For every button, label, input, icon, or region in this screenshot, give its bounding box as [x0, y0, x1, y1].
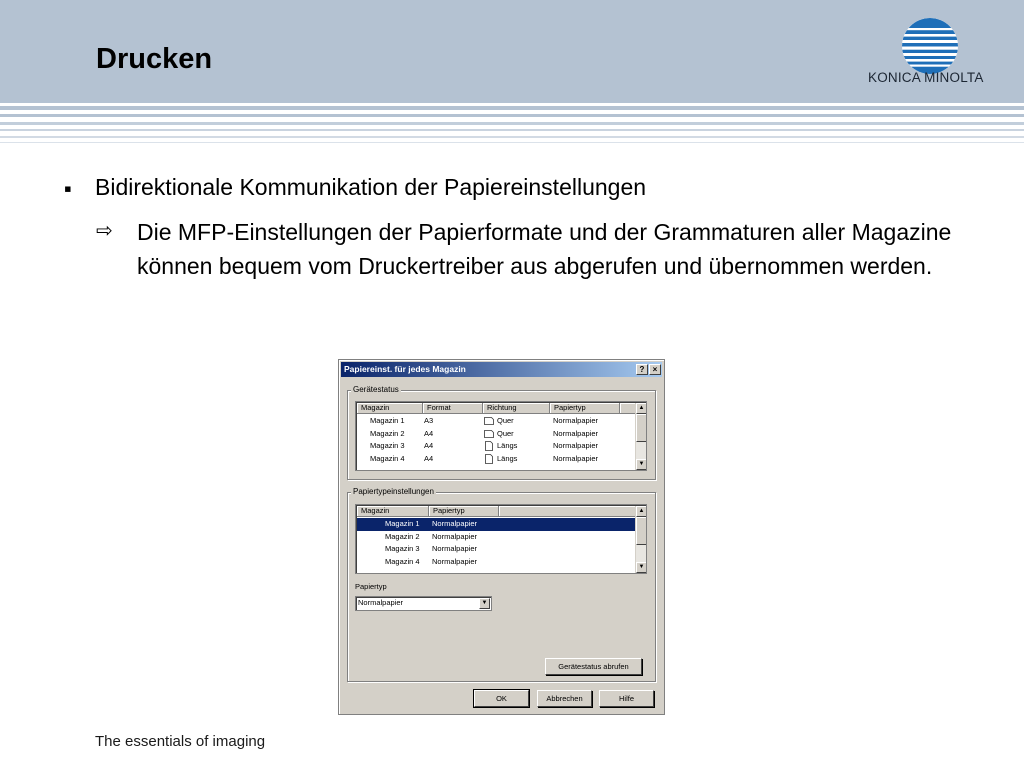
cell-format: A4: [424, 441, 434, 450]
bullet-square-icon: ▪: [64, 176, 72, 201]
bullet-arrow-icon: ⇨: [96, 220, 113, 242]
column-header-format[interactable]: Format: [423, 403, 483, 414]
column-header-magazin[interactable]: Magazin: [357, 403, 423, 414]
slide-title: Drucken: [96, 43, 213, 75]
paper-type-scrollbar[interactable]: [635, 506, 646, 573]
landscape-page-icon: [484, 430, 494, 438]
cell-richtung: Längs: [497, 453, 518, 463]
cell-papiertyp: Normalpapier: [432, 556, 478, 566]
cell-papiertyp: Normalpapier: [432, 531, 478, 541]
cell-magazin: Magazin 4: [385, 556, 420, 566]
cell-papiertyp: Normalpapier: [553, 428, 599, 438]
dialog-title: Papiereinst. für jedes Magazin: [344, 364, 466, 374]
dialog-titlebar[interactable]: [341, 362, 662, 377]
scroll-thumb[interactable]: [636, 414, 647, 442]
portrait-page-icon: [485, 441, 493, 451]
scroll-up-icon[interactable]: ▲: [636, 403, 647, 414]
table-row[interactable]: [357, 453, 635, 466]
table-row[interactable]: [357, 428, 635, 441]
portrait-page-icon: [485, 454, 493, 464]
cell-papiertyp: Normalpapier: [553, 453, 599, 463]
konica-minolta-logo-icon: [902, 18, 958, 74]
table-row[interactable]: [357, 415, 635, 428]
table-row[interactable]: [357, 440, 635, 453]
scroll-thumb[interactable]: [636, 517, 647, 545]
cell-papiertyp: Normalpapier: [553, 416, 599, 425]
column-header-magazin[interactable]: Magazin: [357, 506, 429, 517]
table-row[interactable]: [357, 518, 635, 531]
paper-settings-dialog: [338, 359, 665, 715]
close-title-button[interactable]: ×: [649, 364, 661, 375]
cell-format: A4: [424, 428, 434, 438]
cancel-button[interactable]: Abbrechen: [537, 690, 592, 707]
cell-format: A3: [424, 416, 434, 425]
cell-richtung: Quer: [497, 428, 514, 438]
column-header-papiertyp[interactable]: Papiertyp: [429, 506, 499, 517]
help-title-button[interactable]: ?: [636, 364, 648, 375]
header-stripes: [0, 98, 1024, 146]
scroll-down-icon[interactable]: ▼: [636, 562, 647, 573]
paper-type-group-label: Papiertypeinstellungen: [353, 487, 434, 496]
ok-button[interactable]: OK: [474, 690, 529, 707]
fetch-device-status-button[interactable]: Gerätestatus abrufen: [545, 658, 642, 675]
table-row[interactable]: [357, 531, 635, 544]
cell-magazin: Magazin 4: [370, 453, 405, 463]
cell-richtung: Längs: [497, 441, 518, 450]
cell-magazin: Magazin 3: [370, 441, 405, 450]
cell-magazin: Magazin 1: [370, 416, 405, 425]
chevron-down-icon[interactable]: ▼: [479, 598, 490, 609]
cell-magazin: Magazin 3: [385, 544, 420, 553]
column-header-richtung[interactable]: Richtung: [483, 403, 550, 414]
bullet-1-text: Bidirektionale Kommunikation der Papiereinstellungen: [95, 174, 647, 200]
paper-type-select[interactable]: [355, 596, 492, 611]
column-header-blank: [499, 506, 636, 517]
device-status-scrollbar[interactable]: [635, 403, 646, 470]
table-row[interactable]: [357, 543, 635, 556]
paper-type-label: Papiertyp: [355, 582, 387, 591]
column-header-papiertyp[interactable]: Papiertyp: [550, 403, 620, 414]
cell-papiertyp: Normalpapier: [432, 544, 478, 553]
cell-papiertyp: Normalpapier: [553, 441, 599, 450]
cell-richtung: Quer: [497, 416, 514, 425]
landscape-page-icon: [484, 417, 494, 425]
footer-tagline: The essentials of imaging: [95, 733, 266, 750]
device-status-group-label: Gerätestatus: [353, 385, 399, 394]
scroll-up-icon[interactable]: ▲: [636, 506, 647, 517]
table-row[interactable]: [357, 556, 635, 569]
help-button[interactable]: Hilfe: [599, 690, 654, 707]
paper-type-list[interactable]: [355, 504, 647, 574]
column-header-blank: [620, 403, 636, 414]
logo-wordmark: KONICA MINOLTA: [868, 70, 984, 85]
cell-magazin: Magazin 2: [385, 531, 420, 541]
cell-magazin: Magazin 1: [385, 519, 420, 528]
scroll-down-icon[interactable]: ▼: [636, 459, 647, 470]
cell-format: A4: [424, 453, 434, 463]
cell-papiertyp: Normalpapier: [432, 519, 478, 528]
cell-magazin: Magazin 2: [370, 428, 405, 438]
device-status-list[interactable]: [355, 401, 647, 471]
paper-type-select-value: Normalpapier: [358, 598, 404, 607]
bullet-2-text: Die MFP-Einstellungen der Papierformate und der Grammaturen aller Magazine können bequem vom Druckertreiber aus abgerufen und übernommen werden.: [137, 219, 952, 279]
